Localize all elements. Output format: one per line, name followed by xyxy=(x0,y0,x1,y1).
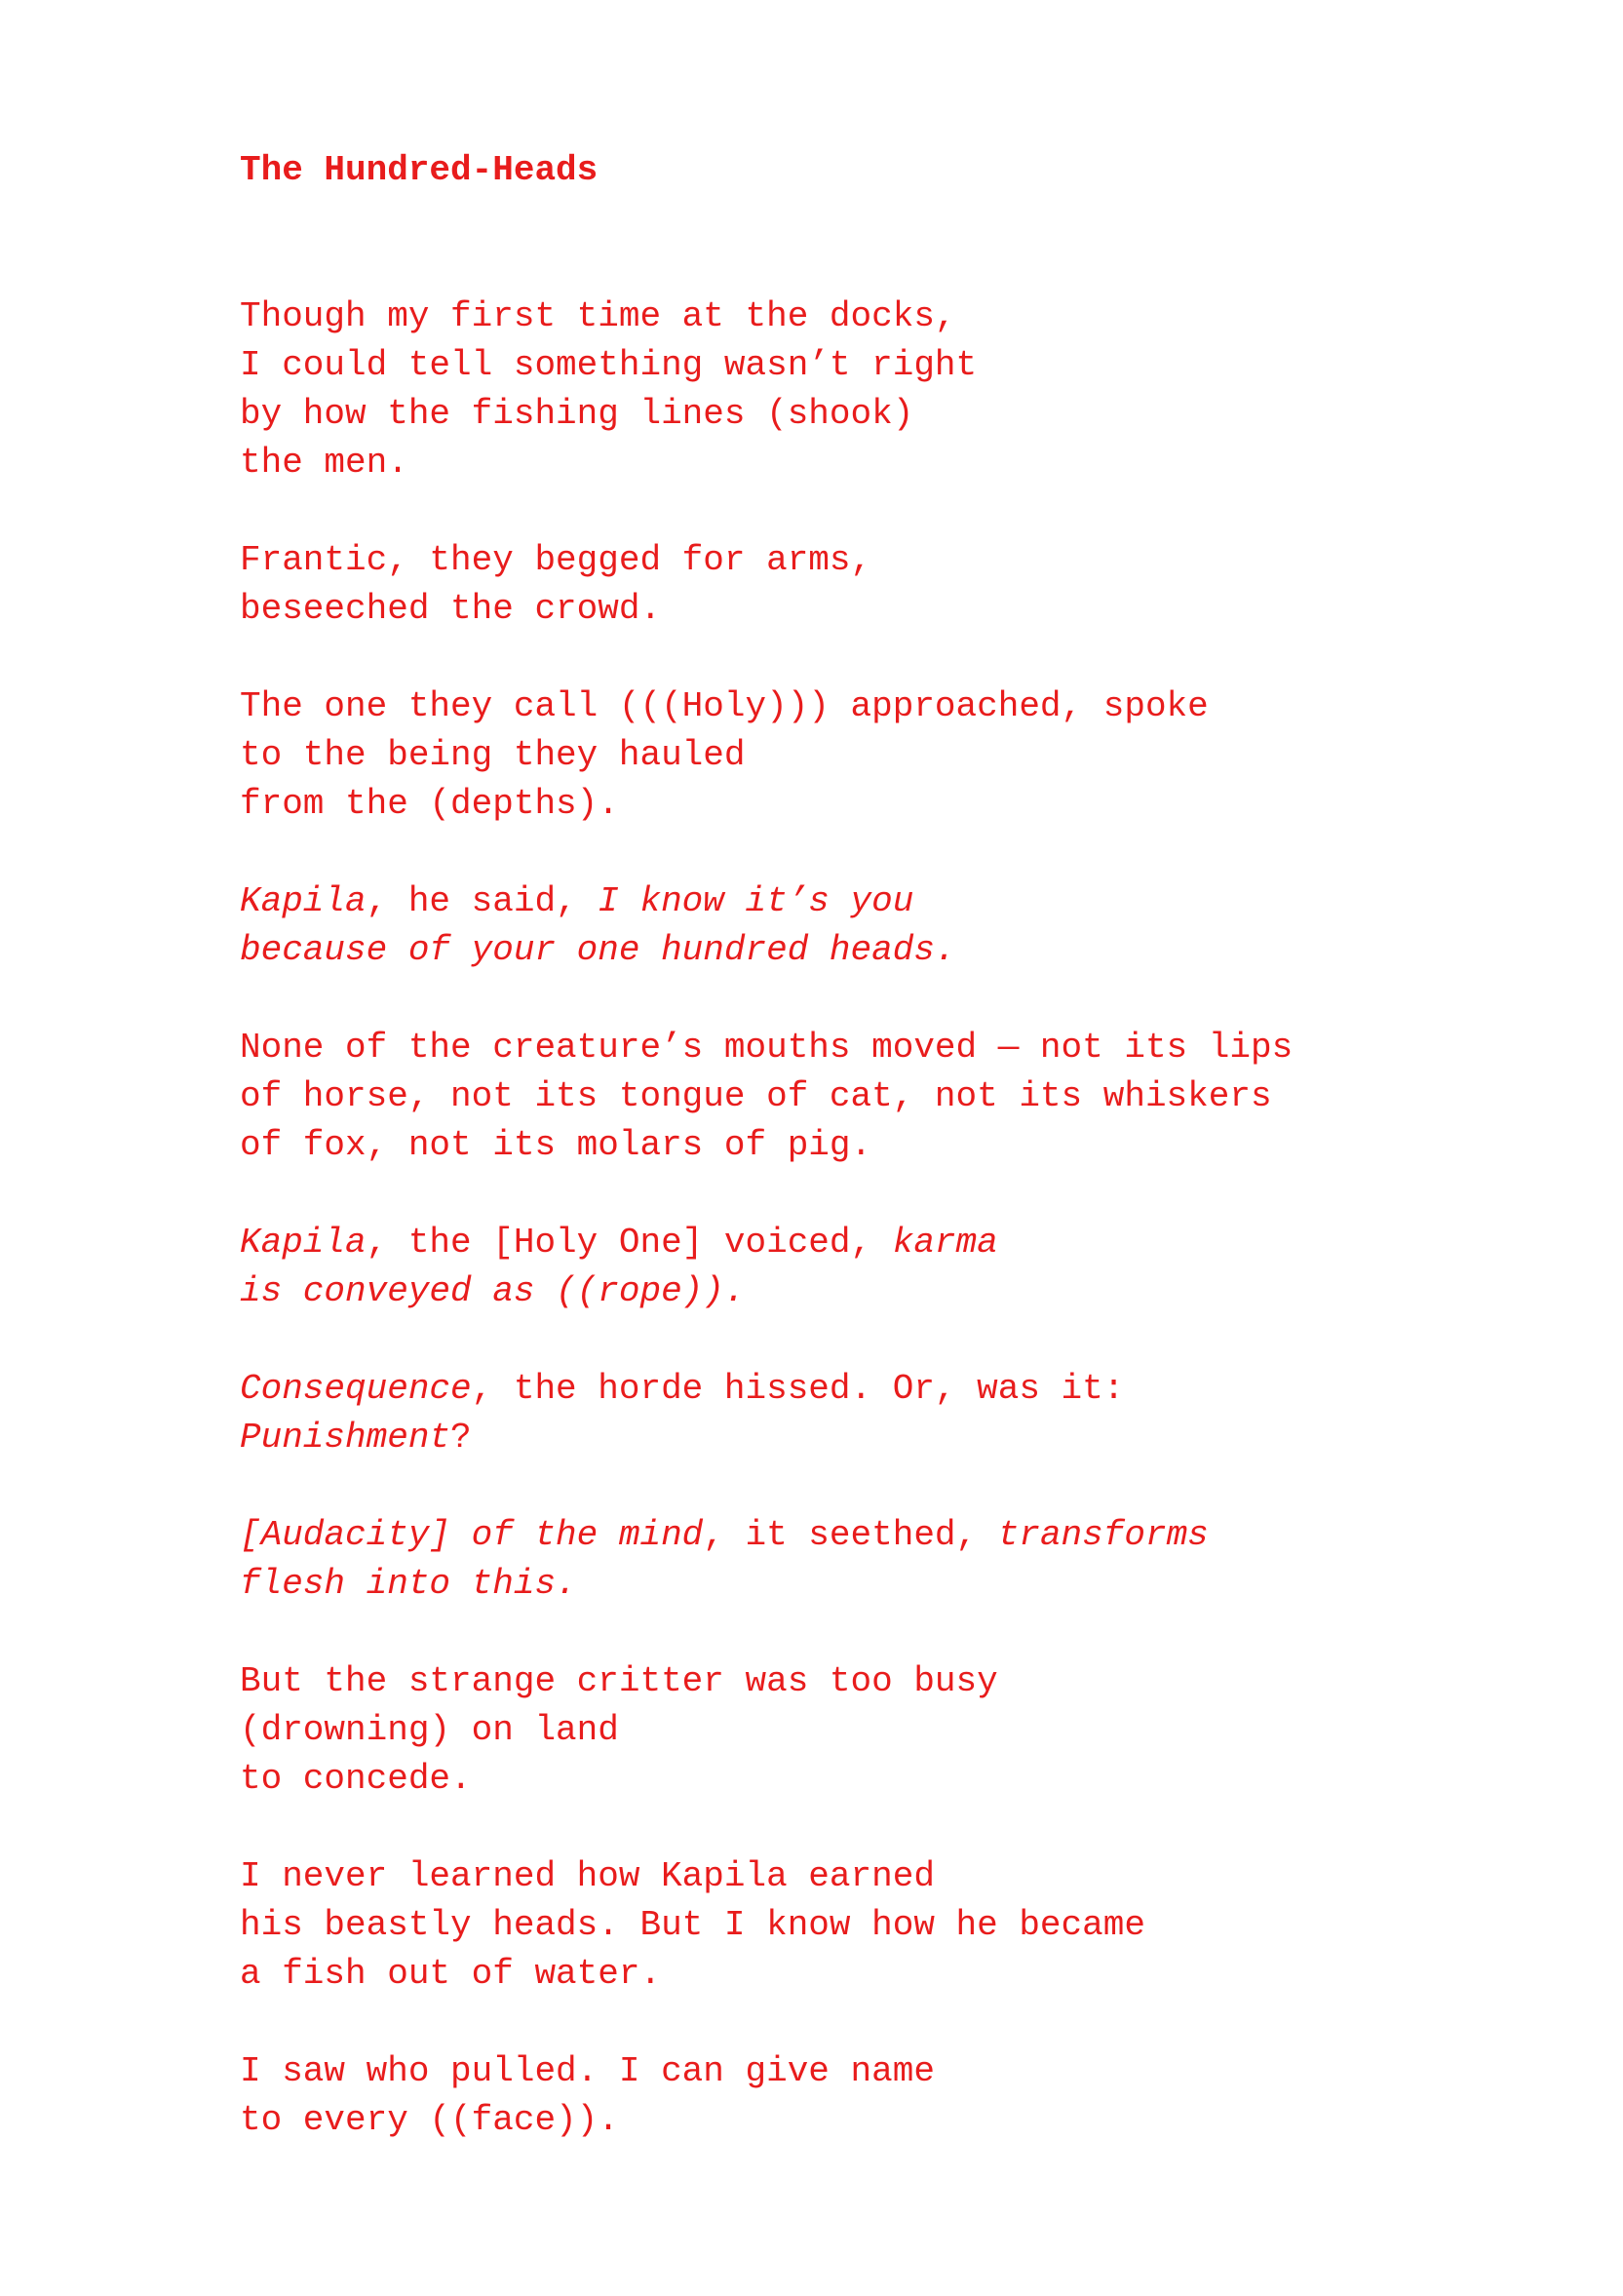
text-run: I could tell something wasn’t right xyxy=(240,345,978,385)
stanza xyxy=(240,877,1585,975)
stanza xyxy=(240,536,1585,634)
italic-text-run: I know it’s you xyxy=(598,881,914,921)
poem-line xyxy=(240,1560,1585,1609)
text-run: a fish out of water. xyxy=(240,1954,662,1994)
poem-line xyxy=(240,1365,1585,1414)
text-run: None of the creature’s mouths moved — not its lips xyxy=(240,1028,1294,1068)
text-run: the men. xyxy=(240,443,408,483)
poem-line xyxy=(240,439,1585,487)
poem-line xyxy=(240,1219,1585,1267)
text-run: from the (depths). xyxy=(240,784,619,824)
poem-line xyxy=(240,926,1585,975)
text-run: I never learned how Kapila earned xyxy=(240,1856,935,1896)
text-run: beseeched the crowd. xyxy=(240,589,662,629)
stanza xyxy=(240,682,1585,829)
poem-line xyxy=(240,390,1585,439)
text-run: I saw who pulled. I can give name xyxy=(240,2051,935,2091)
stanza xyxy=(240,1657,1585,1804)
text-run: The one they call (((Holy))) approached, spoke xyxy=(240,686,1209,726)
stanza xyxy=(240,1219,1585,1316)
text-run: , the horde hissed. Or, was it: xyxy=(471,1369,1125,1409)
poem-line xyxy=(240,1072,1585,1121)
text-run: to concede. xyxy=(240,1759,472,1799)
text-run: , it seethed, xyxy=(703,1515,998,1555)
poem-line xyxy=(240,877,1585,926)
poem-line xyxy=(240,536,1585,585)
text-run: (drowning) on land xyxy=(240,1710,619,1750)
stanza xyxy=(240,2047,1585,2145)
poem-line xyxy=(240,1414,1585,1462)
stanza xyxy=(240,1024,1585,1170)
text-run: by how the fishing lines (shook) xyxy=(240,394,914,434)
poem-line xyxy=(240,2047,1585,2096)
text-run: to the being they hauled xyxy=(240,735,746,775)
italic-text-run: karma xyxy=(892,1223,998,1263)
poem-title: The Hundred-Heads xyxy=(240,150,599,190)
text-run: But the strange critter was too busy xyxy=(240,1661,998,1701)
poem-line xyxy=(240,1267,1585,1316)
poem-line xyxy=(240,1706,1585,1755)
stanza xyxy=(240,1511,1585,1609)
text-run: ? xyxy=(450,1418,472,1458)
poem-line xyxy=(240,1121,1585,1170)
text-run: of fox, not its molars of pig. xyxy=(240,1125,872,1165)
text-run: , he said, xyxy=(366,881,599,921)
poem-line xyxy=(240,1901,1585,1950)
text-run: Frantic, they begged for arms, xyxy=(240,540,872,580)
text-run: , the [Holy One] voiced, xyxy=(366,1223,893,1263)
italic-text-run: transforms xyxy=(997,1515,1209,1555)
poem-line xyxy=(240,1755,1585,1804)
italic-text-run: Kapila xyxy=(240,881,367,921)
italic-text-run: [Audacity] of the mind xyxy=(240,1515,704,1555)
text-run: of horse, not its tongue of cat, not its whiskers xyxy=(240,1076,1272,1116)
poem-line xyxy=(240,585,1585,634)
poem-line xyxy=(240,682,1585,731)
stanza xyxy=(240,1852,1585,1999)
poem-line xyxy=(240,1024,1585,1072)
poem-line xyxy=(240,292,1585,341)
poem-line xyxy=(240,731,1585,780)
italic-text-run: Punishment xyxy=(240,1418,451,1458)
stanza xyxy=(240,292,1585,487)
poem-line xyxy=(240,1950,1585,1999)
italic-text-run: Consequence xyxy=(240,1369,472,1409)
poem-body xyxy=(240,292,1585,2194)
italic-text-run: because of your one hundred heads. xyxy=(240,930,956,970)
poem-line xyxy=(240,2096,1585,2145)
text-run: to every ((face)). xyxy=(240,2100,619,2140)
text-run: Though my first time at the docks, xyxy=(240,296,956,336)
stanza xyxy=(240,1365,1585,1462)
poem-line xyxy=(240,341,1585,390)
italic-text-run: is conveyed as ((rope)). xyxy=(240,1271,746,1311)
text-run: his beastly heads. But I know how he became xyxy=(240,1905,1145,1945)
poem-line xyxy=(240,780,1585,829)
poem-line xyxy=(240,1657,1585,1706)
italic-text-run: flesh into this. xyxy=(240,1564,577,1604)
poem-line xyxy=(240,1511,1585,1560)
italic-text-run: Kapila xyxy=(240,1223,367,1263)
poem-line xyxy=(240,1852,1585,1901)
